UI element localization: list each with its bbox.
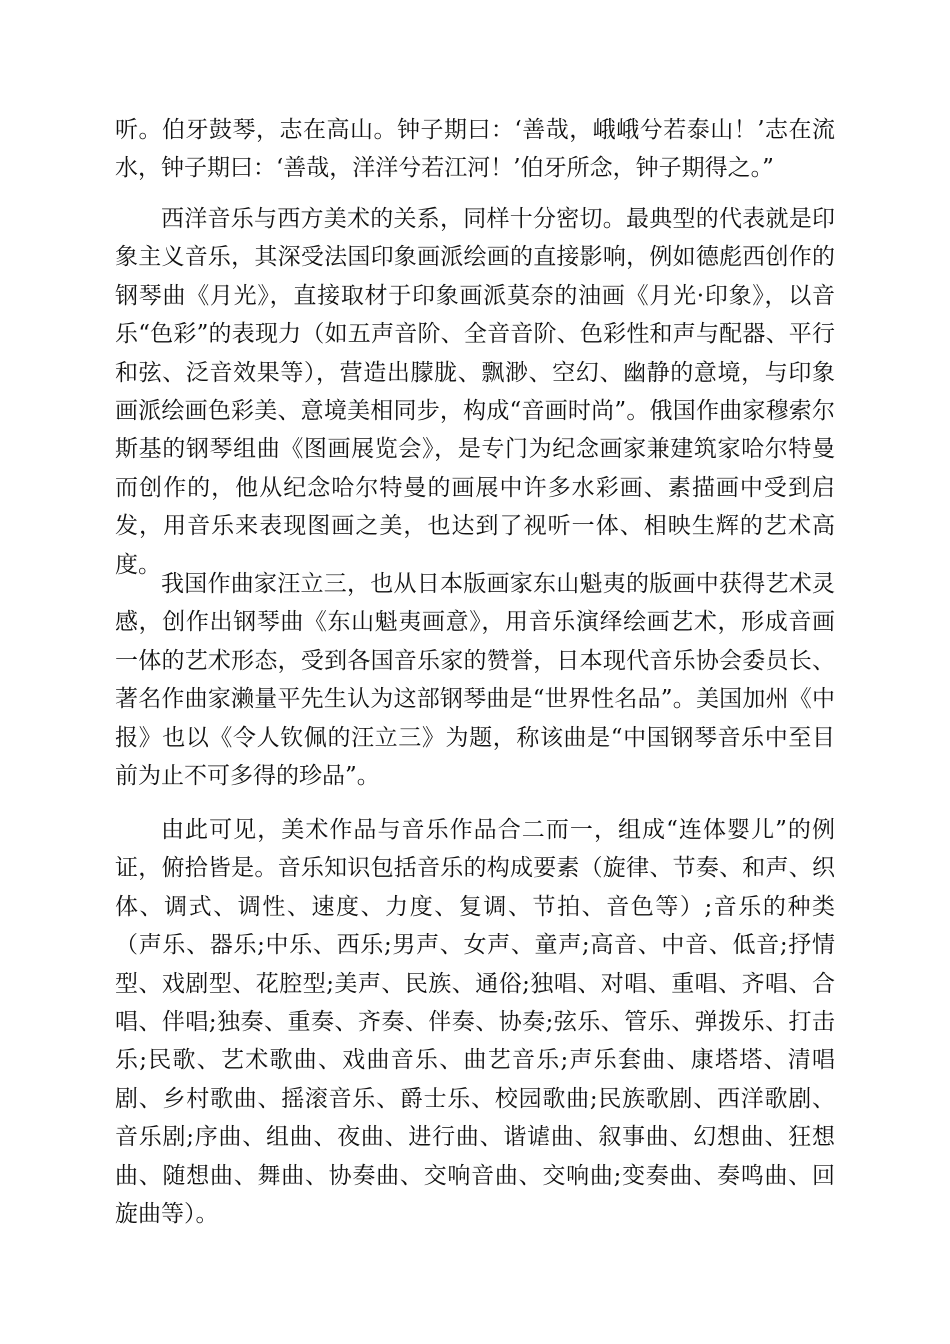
paragraph-continued-quote: 听。伯牙鼓琴，志在高山。钟子期曰：‘善哉，峨峨兮若泰山！’志在流水，钟子期曰：‘善哉，洋洋兮若江河！’伯牙所念，钟子期得之。” <box>115 117 835 182</box>
paragraph-wang-lisan: 我国作曲家汪立三，也从日本版画家东山魁夷的版画中获得艺术灵感，创作出钢琴曲《东山魁夷画意》，用音乐演绎绘画艺术，形成音画一体的艺术形态，受到各国音乐家的赞誉，日本现代音乐协会委员长、著名作曲家濑量平先生认为这部钢琴曲是“世界性名品”。美国加州《中报》也以《令人钦佩的汪立三》为题，称该曲是“中国钢琴音乐中至目前为止不可多得的珍品”。 <box>115 571 835 790</box>
paragraph-western-music-art: 西洋音乐与西方美术的关系，同样十分密切。最典型的代表就是印象主义音乐，其深受法国印象画派绘画的直接影响，例如德彪西创作的钢琴曲《月光》，直接取材于印象画派莫奈的油画《月光·印象》，以音乐“色彩”的表现力（如五声音阶、全音音阶、色彩性和声与配器、平行和弦、泛音效果等），营造出朦胧、飘渺、空幻、幽静的意境，与印象画派绘画色彩美、意境美相同步，构成“音画时尚”。俄国作曲家穆索尔斯基的钢琴组曲《图画展览会》，是专门为纪念画家兼建筑家哈尔特曼而创作的，他从纪念哈尔特曼的画展中许多水彩画、素描画中受到启发，用音乐来表现图画之美，也达到了视听一体、相映生辉的艺术高度。 <box>115 206 835 578</box>
paragraph-music-knowledge: 由此可见，美术作品与音乐作品合二而一，组成“连体婴儿”的例证，俯拾皆是。音乐知识包括音乐的构成要素（旋律、节奏、和声、织体、调式、调性、速度、力度、复调、节拍、音色等）;音乐的种类（声乐、器乐;中乐、西乐;男声、女声、童声;高音、中音、低音;抒情型、戏剧型、花腔型;美声、民族、通俗;独唱、对唱、重唱、齐唱、合唱、伴唱;独奏、重奏、齐奏、伴奏、协奏;弦乐、管乐、弹拨乐、打击乐;民歌、艺术歌曲、戏曲音乐、曲艺音乐;声乐套曲、康塔塔、清唱剧、乡村歌曲、摇滚音乐、爵士乐、校园歌曲;民族歌剧、西洋歌剧、音乐剧;序曲、组曲、夜曲、进行曲、谐谑曲、叙事曲、幻想曲、狂想曲、随想曲、舞曲、协奏曲、交响音曲、交响曲;变奏曲、奏鸣曲、回旋曲等）。 <box>115 817 835 1228</box>
